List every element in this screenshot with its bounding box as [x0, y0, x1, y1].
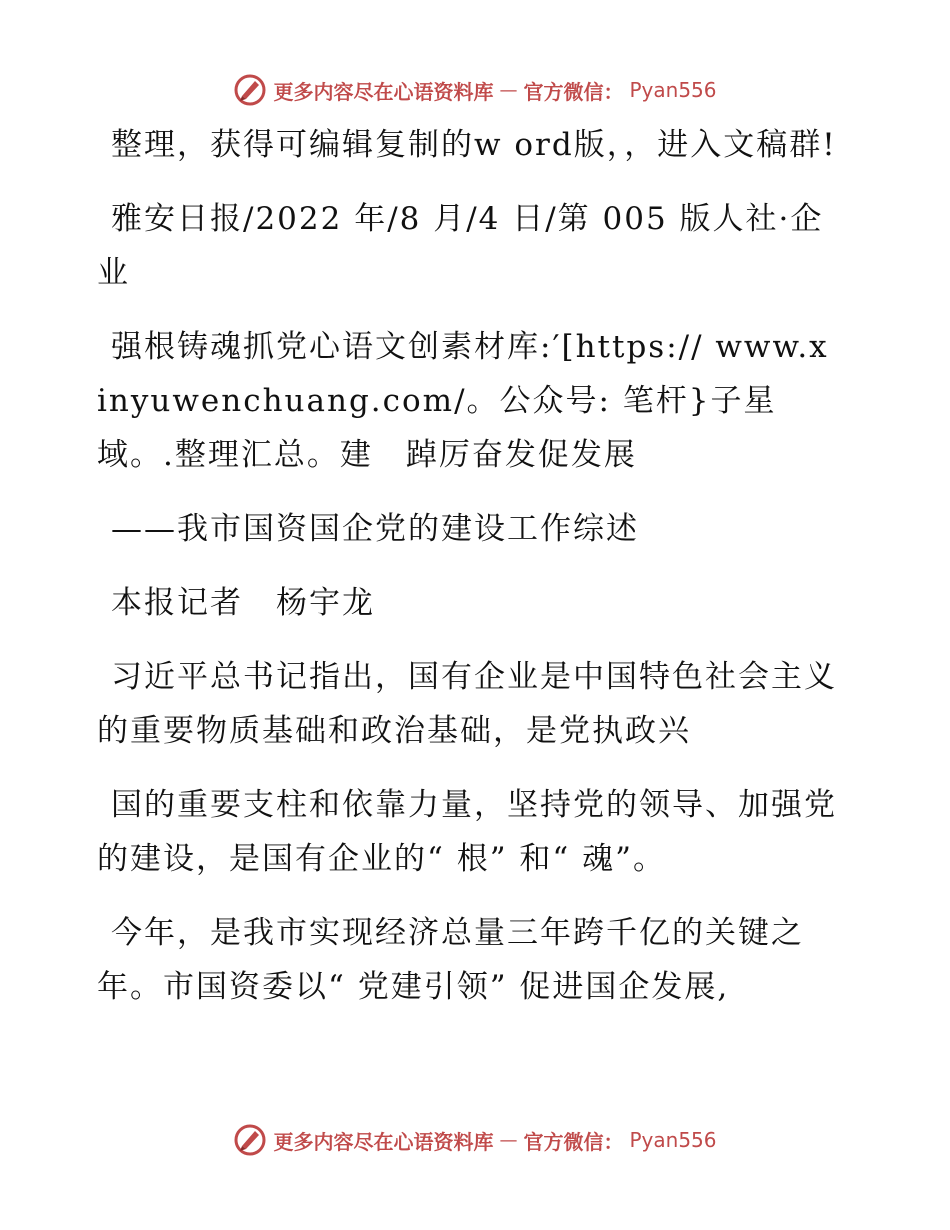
header-watermark	[0, 70, 950, 110]
logo-icon	[233, 1123, 267, 1157]
watermark-id: Pyan556	[629, 1128, 717, 1152]
paragraph-7: 国的重要支柱和依靠力量，坚持党的领导、加强党的建设，是国有企业的“ 根” 和“ 魂”。	[97, 787, 837, 877]
paragraph-6: 习近平总书记指出，国有企业是中国特色社会主义的重要物质基础和政治基础，是党执政兴	[97, 659, 837, 749]
paragraph-8: 今年，是我市实现经济总量三年跨千亿的关键之年。市国资委以“ 党建引领” 促进国企发展,	[97, 915, 804, 1005]
paragraph-4: ——我市国资国企党的建设工作综述	[111, 511, 639, 547]
paragraph-1: 整理，获得可编辑复制的w ord版，，进入文稿群!	[111, 127, 837, 163]
watermark-text: 更多内容尽在心语资料库	[273, 79, 494, 104]
watermark-dash: —	[499, 1129, 518, 1151]
paragraph-3: 强根铸魂抓党心语文创素材库:′[https:// www.xinyuwenchuang.com/。公众号: 笔杆}子星域。.整理汇总。建 踔厉奋发促发展	[97, 329, 829, 473]
paragraph-5: 本报记者 杨宇龙	[111, 585, 375, 621]
watermark-dash: —	[499, 79, 518, 101]
watermark-text: 更多内容尽在心语资料库	[273, 1129, 494, 1154]
watermark-id: Pyan556	[629, 78, 717, 102]
document-body	[97, 118, 837, 1034]
logo-icon	[233, 73, 267, 107]
paragraph-2: 雅安日报/2022 年/8 月/4 日/第 005 版人社·企业	[97, 201, 824, 291]
footer-watermark	[0, 1120, 950, 1160]
watermark-official: 官方微信：	[523, 1129, 624, 1154]
watermark-official: 官方微信：	[523, 79, 624, 104]
